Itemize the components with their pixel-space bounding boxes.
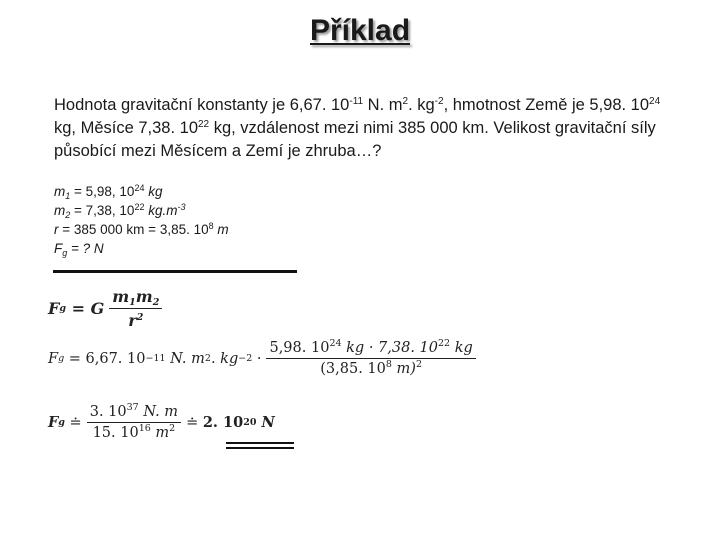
problem-text: Hodnota gravitační konstanty je 6,67. 10 [54, 96, 350, 114]
subscript: g [62, 248, 68, 258]
given-r [54, 220, 229, 239]
term: kg · 7,38. 10 [341, 340, 438, 356]
symbol: m [54, 203, 66, 218]
exponent: 8 [385, 359, 392, 370]
given-fg [54, 239, 229, 258]
fraction-denominator [90, 423, 179, 441]
unit: m [213, 222, 229, 237]
result-unit: N [256, 414, 275, 431]
problem-exponent: -2 [434, 96, 444, 107]
multiply-dot: · [252, 350, 262, 367]
problem-text: kg, Měsíce 7,38. 10 [54, 119, 198, 137]
term: m) [391, 361, 416, 377]
exponent: 16 [138, 423, 151, 434]
subscript: 1 [129, 297, 136, 308]
exponent: 24 [134, 183, 145, 193]
given-m2 [54, 201, 229, 220]
value: = ? N [67, 241, 104, 256]
value: = 5,98, 10 [70, 184, 135, 199]
formula-fraction [266, 340, 475, 377]
problem-text: N. m [363, 96, 403, 114]
fraction-numerator [87, 404, 181, 423]
term: m [112, 287, 130, 306]
term: r [128, 311, 137, 330]
exponent: 22 [438, 338, 451, 349]
formula-substitution: F g = 6,67. 10 −11 N. m 2 . kg −2 · $\frac{5,98. 10^{24} kg \cdot 7,38. 10^{22} kg}{(3,85. 10^8 m)^2}$ [48, 340, 481, 377]
formula-fraction [109, 287, 162, 330]
problem-exponent: 24 [649, 96, 661, 107]
term: (3,85. 10 [320, 361, 386, 377]
fraction-denominator [317, 359, 425, 377]
problem-exponent: 22 [198, 119, 210, 130]
symbol: r [54, 222, 59, 237]
problem-text: kg, vzdálenost mezi nimi 385 000 km. Velikost gravitační síly působící mezi Měsícem a Zemí je zhruba…? [54, 119, 656, 160]
formula-result: F g ≐ $\frac{3. 10^{37} N. m}{15. 10^{16} m^2}$ ≐ 2. 10 20 N [48, 402, 275, 441]
exponent: 8 [208, 221, 214, 231]
approx-sign: ≐ [64, 414, 82, 431]
fraction-numerator [266, 340, 475, 359]
approx-sign: ≐ [186, 414, 203, 431]
unit: . kg [210, 350, 239, 367]
exponent: 2 [169, 423, 176, 434]
term: 15. 10 [92, 425, 139, 441]
unit: kg.m [144, 203, 178, 218]
subscript: 1 [65, 191, 71, 201]
exponent: 2 [136, 312, 144, 323]
formula-fraction [87, 404, 181, 441]
unit: N. m [165, 350, 205, 367]
divider-line [53, 270, 297, 273]
result-underline-bottom [226, 447, 294, 449]
term: 5,98. 10 [269, 340, 330, 356]
term: m [135, 287, 153, 306]
problem-exponent: 2 [402, 96, 409, 107]
unit-exponent: -3 [177, 202, 186, 212]
formula-equals-g: = G [66, 299, 105, 318]
value: = 7,38, 10 [70, 203, 135, 218]
exponent: 37 [126, 402, 139, 413]
problem-statement [54, 94, 674, 163]
symbol: F [54, 241, 63, 256]
given-values [54, 182, 229, 258]
formula-lhs: F [48, 414, 59, 431]
value: = 385 000 km = 3,85. 10 [58, 222, 209, 237]
result-value: 2. 10 [202, 414, 244, 431]
term: 3. 10 [89, 404, 127, 420]
formula-lhs: F [48, 350, 59, 367]
page-title: Příklad [309, 14, 411, 47]
symbol: m [54, 184, 66, 199]
given-m1 [54, 182, 229, 201]
problem-text: . kg [408, 96, 435, 114]
fraction-numerator [109, 287, 162, 309]
exponent: 24 [329, 338, 342, 349]
unit: kg [144, 184, 163, 199]
exponent: 22 [134, 202, 145, 212]
formula-newton: F g = G $\frac{m_1m_2}{r^2}$ [48, 287, 167, 330]
exponent: 2 [415, 359, 422, 370]
subscript: 2 [152, 297, 160, 308]
constant-value: = 6,67. 10 [64, 350, 146, 367]
formula-lhs: F [48, 299, 60, 318]
result-underline-top [226, 442, 294, 444]
unit: m [150, 425, 170, 441]
problem-exponent: -11 [349, 96, 364, 107]
problem-text: , hmotnost Země je 5,98. 10 [443, 96, 650, 114]
unit: kg [450, 340, 473, 356]
unit: N. m [138, 404, 179, 420]
fraction-denominator [125, 309, 146, 330]
subscript: 2 [65, 210, 71, 220]
